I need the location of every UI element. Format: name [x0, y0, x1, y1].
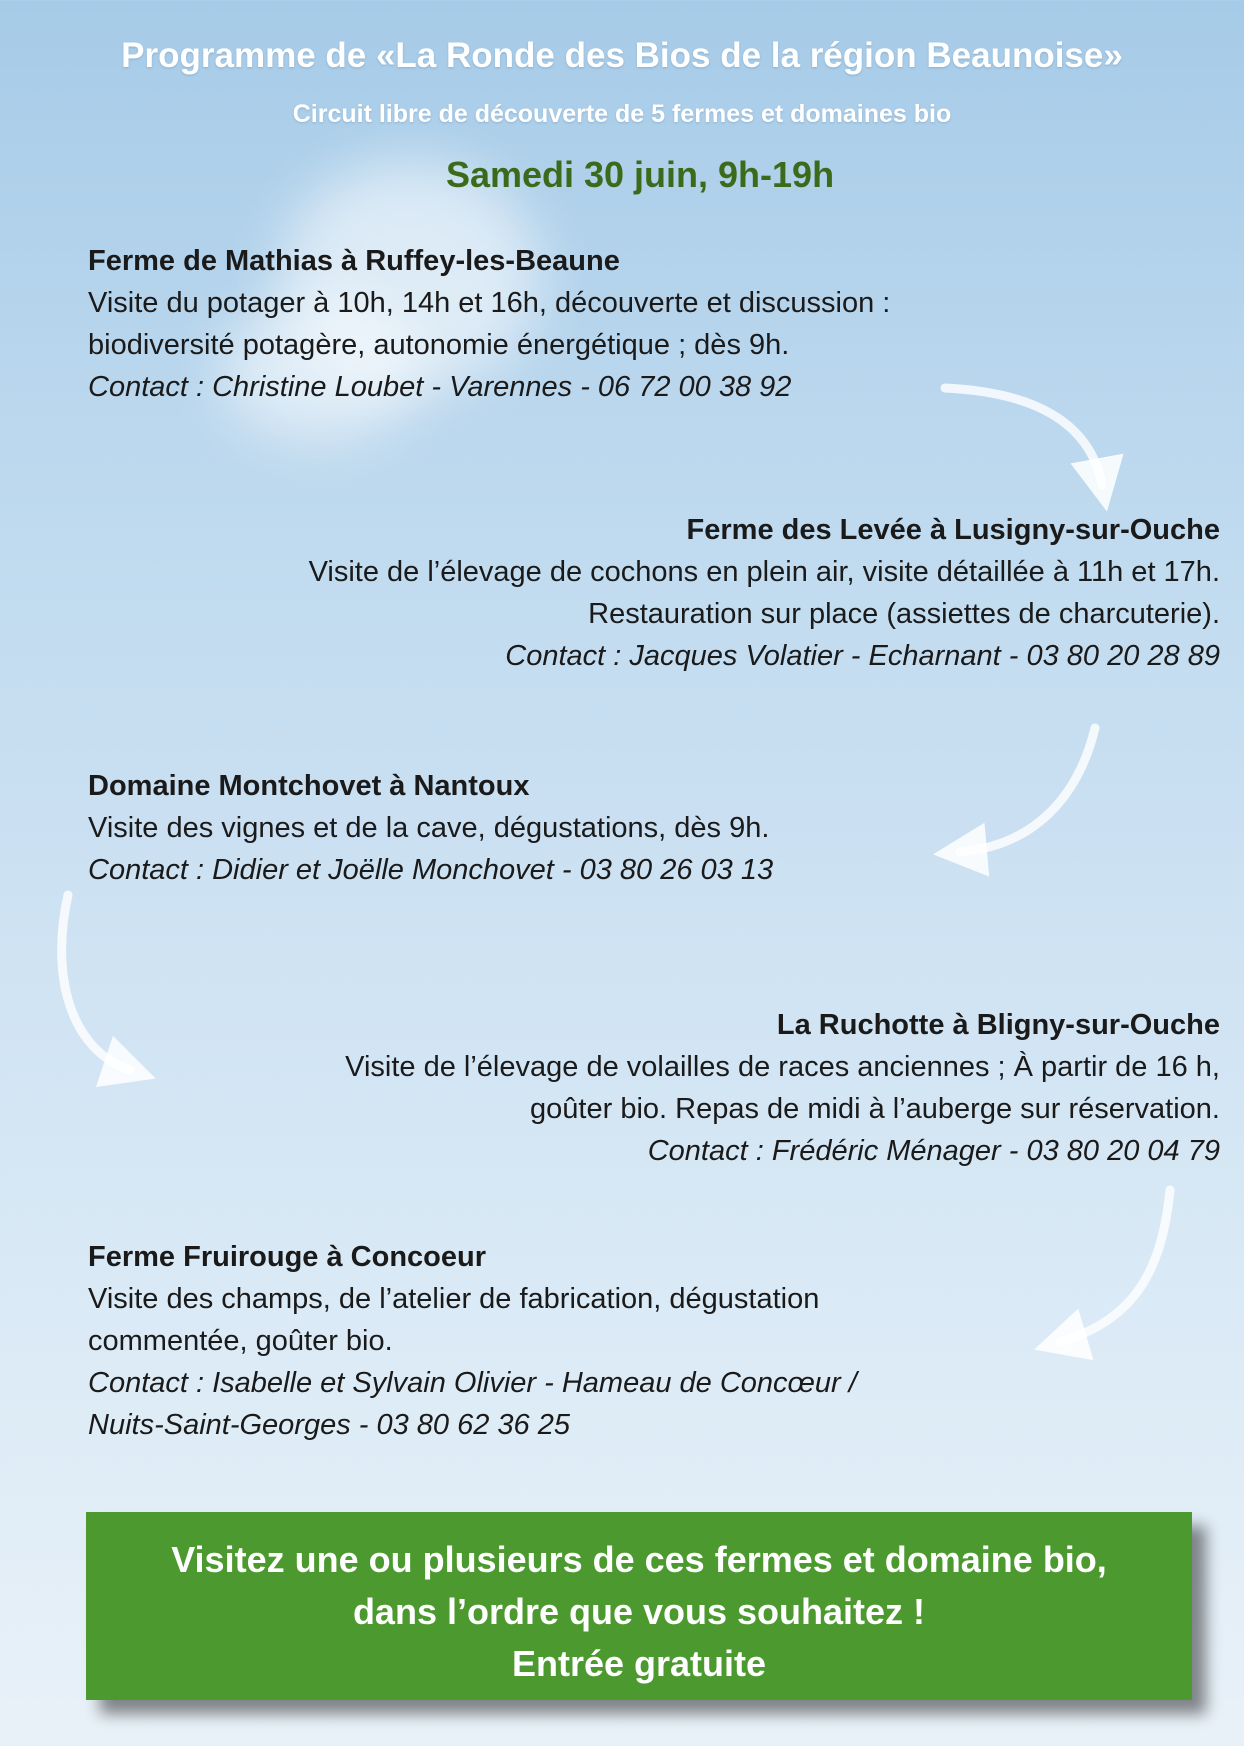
farm-entry	[88, 765, 773, 891]
cta-line: Entrée gratuite	[511, 1643, 767, 1684]
farm-description: Visite de l’élevage de cochons en plein air, visite détaillée à 11h et 17h.	[308, 556, 1220, 588]
farm-name: Ferme Fruirouge à Concoeur	[88, 1241, 487, 1273]
cta-line: dans l’ordre que vous souhaitez !	[352, 1591, 926, 1632]
farm-name: Ferme des Levée à Lusigny-sur-Ouche	[686, 514, 1220, 546]
farm-description: Visite des vignes et de la cave, dégustations, dès 9h.	[88, 812, 770, 844]
farm-contact: Contact : Didier et Joëlle Monchovet - 03 80 26 03 13	[88, 854, 774, 886]
farm-description: Visite des champs, de l’atelier de fabrication, dégustation	[88, 1283, 820, 1315]
farm-entry	[88, 240, 890, 408]
page-subtitle: Circuit libre de découverte de 5 fermes et domaines bio	[292, 100, 952, 128]
farm-description: biodiversité potagère, autonomie énergétique ; dès 9h.	[88, 329, 790, 361]
arrow-icon	[960, 728, 1095, 852]
farm-description: Restauration sur place (assiettes de charcuterie).	[588, 598, 1220, 630]
cta-line: Visitez une ou plusieurs de ces fermes et domaine bio,	[171, 1539, 1107, 1580]
arrow-icon	[62, 895, 130, 1070]
farm-contact: Nuits-Saint-Georges - 03 80 62 36 25	[88, 1409, 570, 1441]
farm-name: Domaine Montchovet à Nantoux	[88, 770, 530, 802]
farm-contact: Contact : Christine Loubet - Varennes - 06 72 00 38 92	[88, 371, 792, 403]
farm-contact: Contact : Frédéric Ménager - 03 80 20 04 79	[647, 1135, 1220, 1167]
farm-entry	[309, 509, 1220, 677]
farm-entry	[88, 1236, 857, 1446]
arrow-icon	[945, 388, 1102, 485]
event-date: Samedi 30 juin, 9h-19h	[445, 154, 835, 195]
page-title: Programme de «La Ronde des Bios de la région Beaunoise»	[121, 36, 1123, 75]
arrow-icon	[1060, 1190, 1170, 1342]
farm-contact: Contact : Isabelle et Sylvain Olivier - Hameau de Concœur /	[88, 1367, 857, 1399]
farm-description: Visite de l’élevage de volailles de races anciennes ; À partir de 16 h,	[345, 1051, 1220, 1083]
farm-description: commentée, goûter bio.	[88, 1325, 393, 1357]
farm-description: Visite du potager à 10h, 14h et 16h, découverte et discussion :	[88, 287, 891, 319]
call-to-action-banner	[86, 1512, 1192, 1700]
farm-entry	[345, 1004, 1220, 1172]
farm-name: La Ruchotte à Bligny-sur-Ouche	[776, 1009, 1220, 1041]
farm-description: goûter bio. Repas de midi à l’auberge sur réservation.	[530, 1093, 1220, 1125]
farm-contact: Contact : Jacques Volatier - Echarnant - 03 80 20 28 89	[505, 640, 1220, 672]
farm-name: Ferme de Mathias à Ruffey-les-Beaune	[88, 245, 620, 277]
